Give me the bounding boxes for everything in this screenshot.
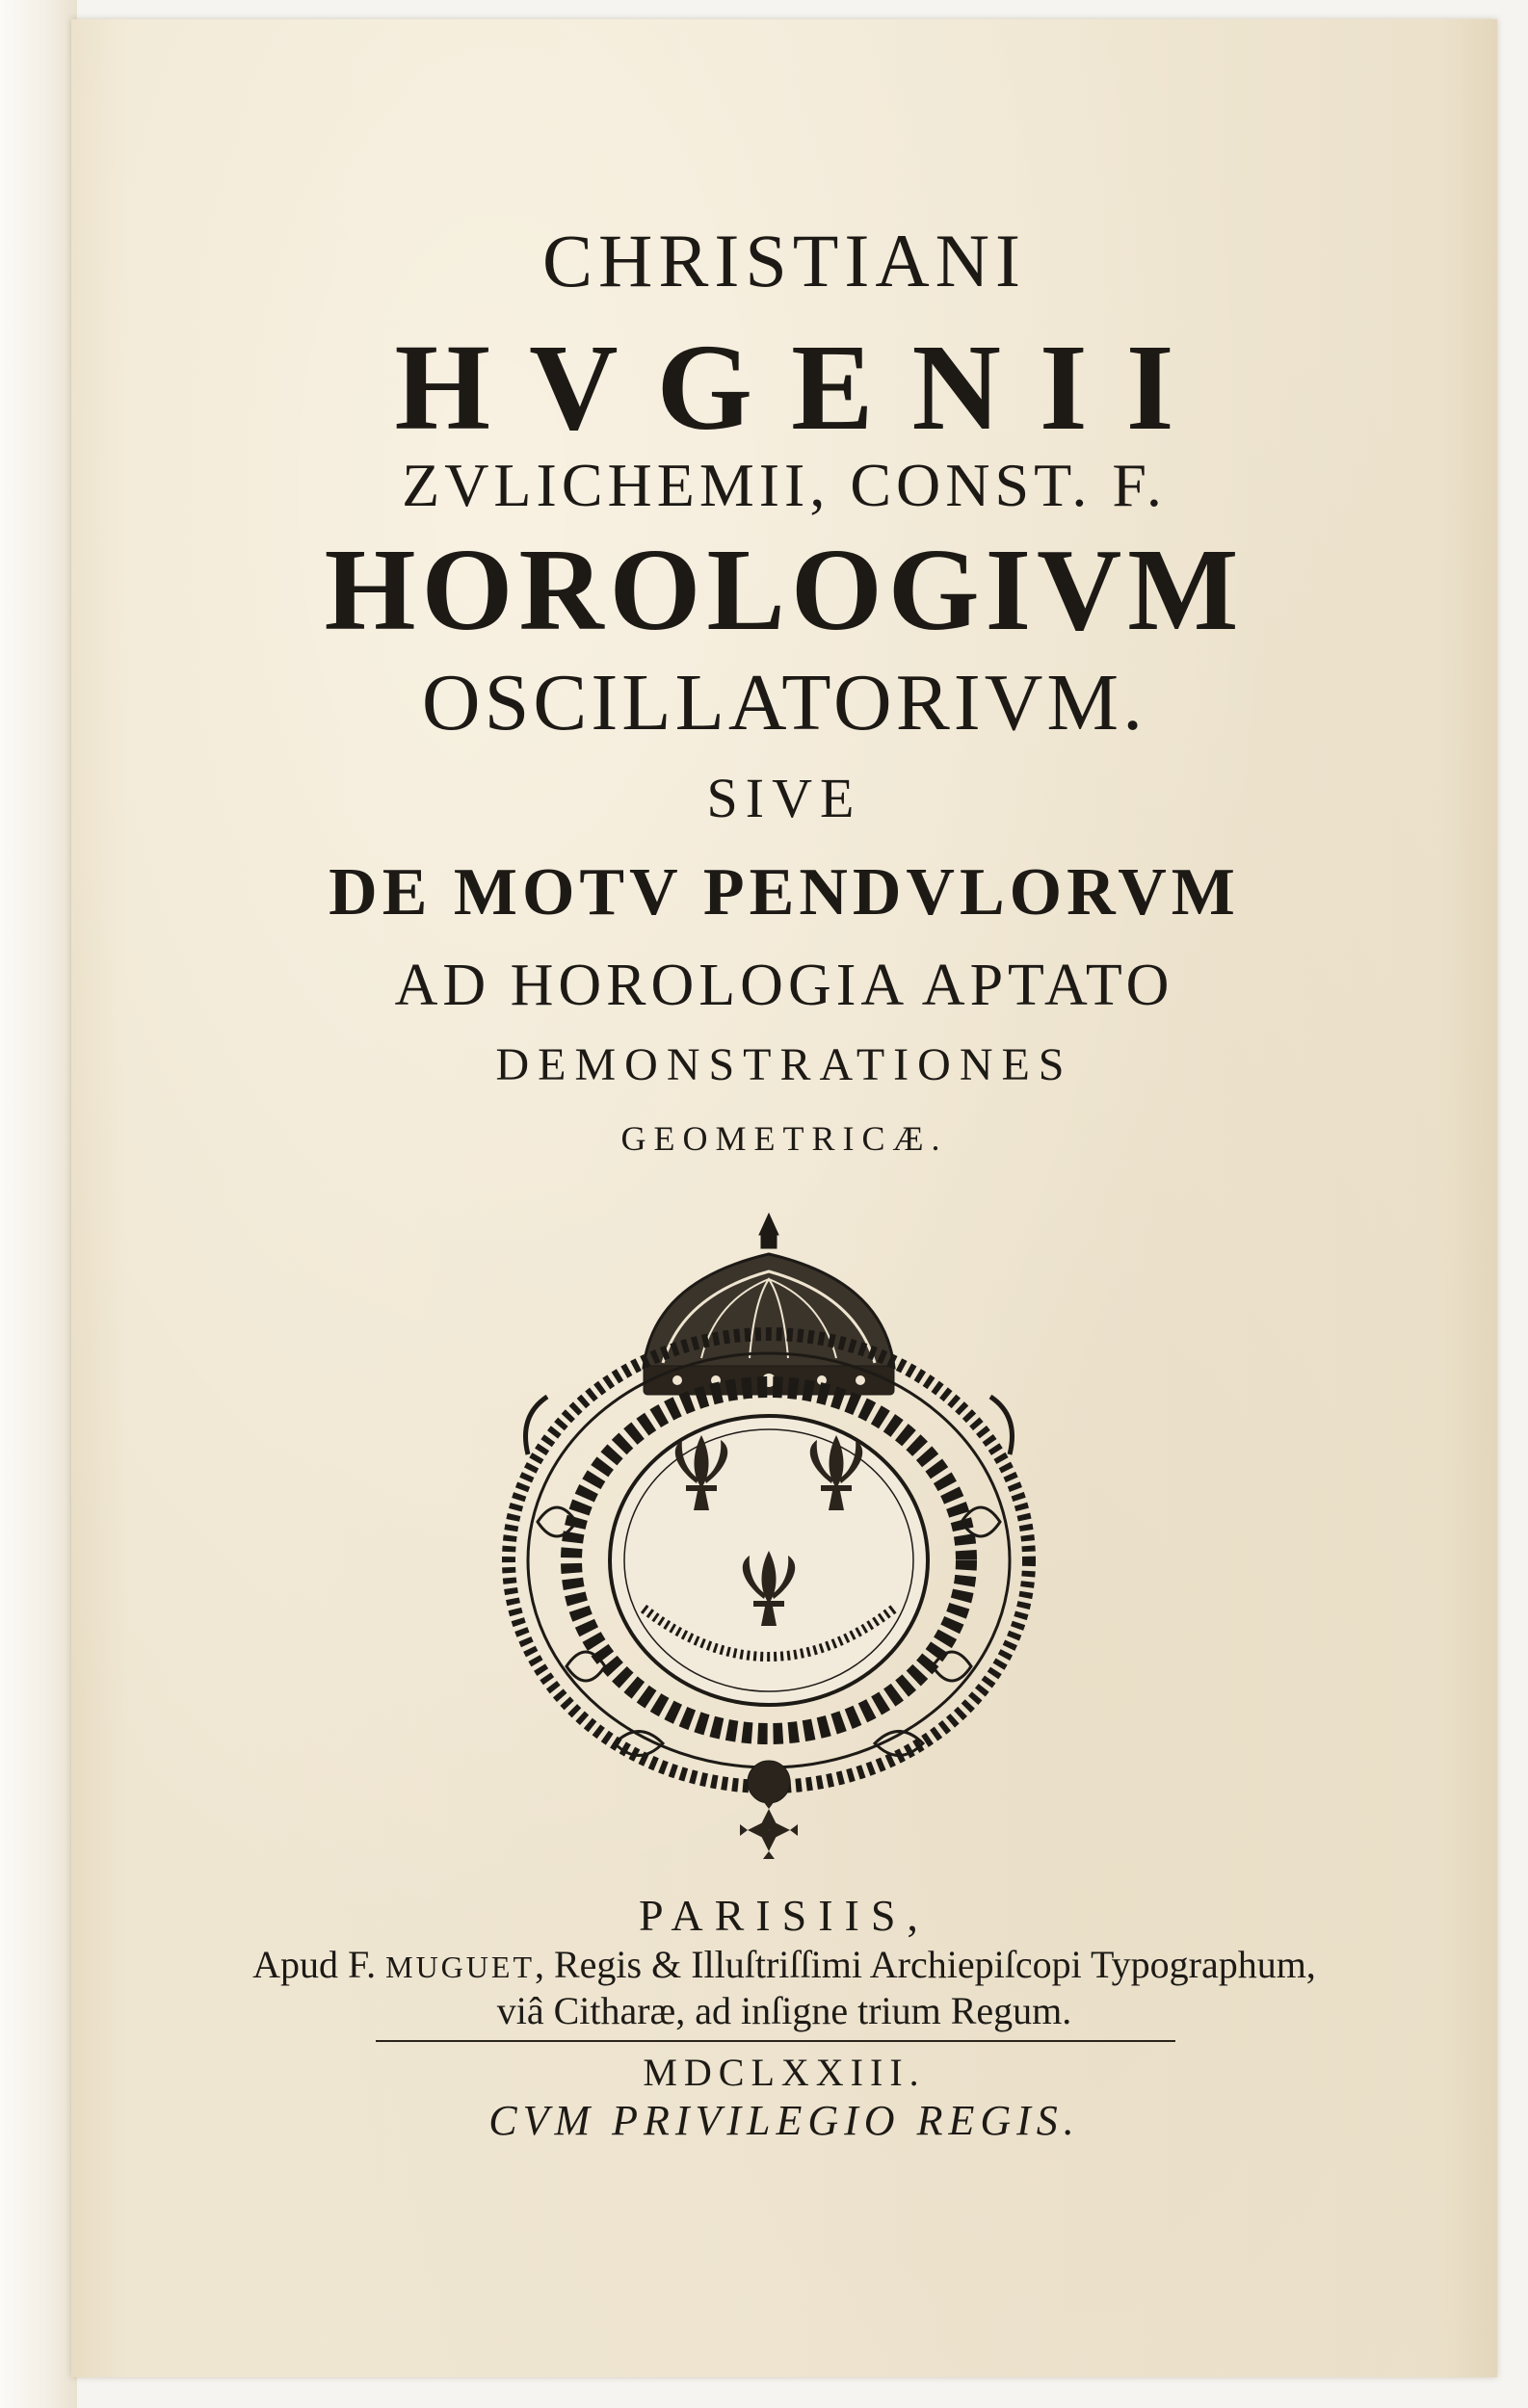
subtitle-line: GEOMETRICÆ.	[620, 1119, 948, 1158]
imprint-place: PARISIIS,	[639, 1891, 930, 1940]
book-title-sub: OSCILLATORIVM.	[421, 658, 1147, 747]
privilege-line: CVM PRIVILEGIO REGIS.	[488, 2097, 1080, 2144]
imprint-year: MDCLXXIII.	[643, 2051, 926, 2094]
imprint-printer	[71, 1943, 1497, 1986]
printer-name: MUGUET	[385, 1950, 535, 1984]
author-origin: ZVLICHEMII, CONST. F.	[402, 451, 1167, 519]
imprint-address: viâ Citharæ, ad inſigne trium Regum.	[496, 1989, 1072, 2032]
printer-prefix: Apud F.	[252, 1943, 377, 1986]
imprint-rule	[376, 2040, 1175, 2042]
book-title-main: HOROLOGIVM	[324, 525, 1245, 655]
subtitle-line: DE MOTV PENDVLORVM	[329, 855, 1240, 929]
order-cross-icon	[740, 1801, 798, 1859]
royal-arms-fleur-de-lis-icon	[461, 1204, 1077, 1869]
subtitle-line: DEMONSTRATIONES	[495, 1039, 1073, 1090]
title-conjunction: SIVE	[706, 767, 862, 829]
title-page	[71, 19, 1497, 2377]
author-name: HVGENII	[394, 319, 1213, 456]
author-first-name: CHRISTIANI	[542, 219, 1026, 302]
subtitle-line: AD HOROLOGIA APTATO	[394, 953, 1174, 1018]
printer-rest: , Regis & Illuſtriſſimi Archiepiſcopi Typographum,	[534, 1943, 1316, 1986]
previous-page-edge	[0, 0, 77, 2408]
